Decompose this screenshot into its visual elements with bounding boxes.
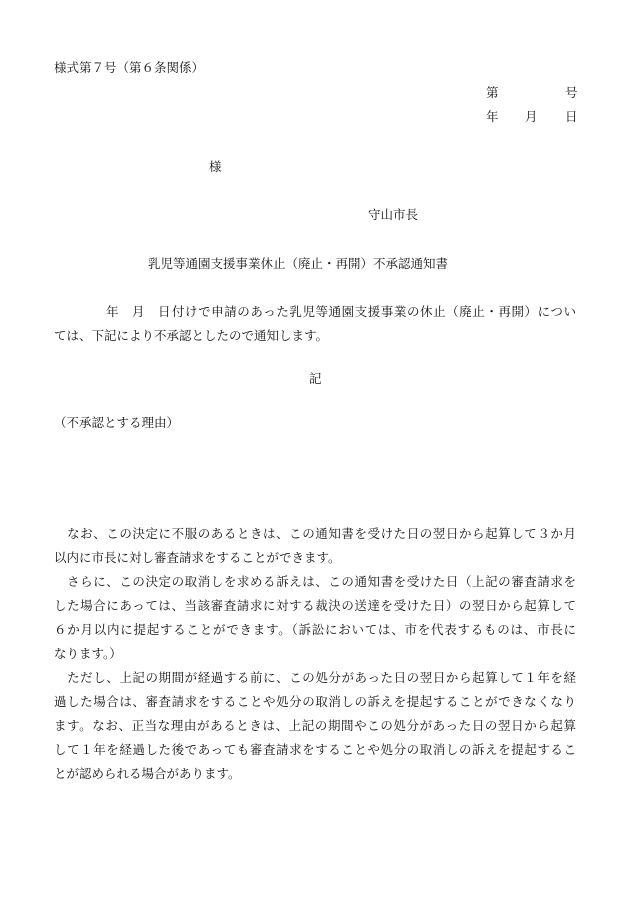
notice-line: した場合にあっては、当該審査請求に対する裁決の送達を受けた日）の翌日から起算して [54,598,576,613]
ki-marker: 記 [309,371,322,386]
intro-date-day: 日 [158,304,171,319]
notice-line: とが認められる場合があります。 [54,766,241,781]
sender-name: 守山市長 [368,207,419,222]
document-number-prefix: 第 [486,85,499,100]
notice-line: ただし、上記の期間が経過する前に、この処分があった日の翌日から起算して１年を経 [54,670,576,685]
intro-date-year: 年 [106,304,119,319]
form-number: 様式第７号（第６条関係） [54,60,205,75]
notice-line: さらに、この決定の取消しを求める訴えは、この通知書を受けた日（上記の審査請求を [54,574,576,589]
intro-line-2: ては、下記により不承認としたので通知します。 [54,328,329,343]
notice-line: ます。なお、正当な理由があるときは、上記の期間やこの処分があった日の翌日から起算 [54,718,576,733]
notice-line: 以内に市長に対し審査請求をすることができます。 [54,550,341,565]
notice-line: なお、この決定に不服のあるときは、この通知書を受けた日の翌日から起算して３か月 [54,526,576,541]
notice-line: なります。） [54,646,122,661]
reason-heading: （不承認とする理由） [54,415,180,430]
notice-line: 過した場合は、審査請求をすることや処分の取消しの訴えを提起することができなくなり [54,694,576,709]
notice-line: ６か月以内に提起することができます。（訴訟においては、市を代表するものは、市長に [54,622,576,637]
document-title: 乳児等通園支援事業休止（廃止・再開）不承認通知書 [148,256,449,271]
intro-date-month: 月 [132,304,145,319]
date-year: 年 [486,109,499,124]
notice-line: して１年を経過した後であっても審査請求をすることや処分の取消しの訴えを提起するこ [54,742,576,757]
addressee-suffix: 様 [209,159,222,174]
document-number-suffix: 号 [565,85,578,100]
date-month: 月 [525,109,538,124]
intro-line-1: 付けで申請のあった乳児等通園支援事業の休止（廃止・再開）につい [172,304,576,319]
date-day: 日 [565,109,578,124]
